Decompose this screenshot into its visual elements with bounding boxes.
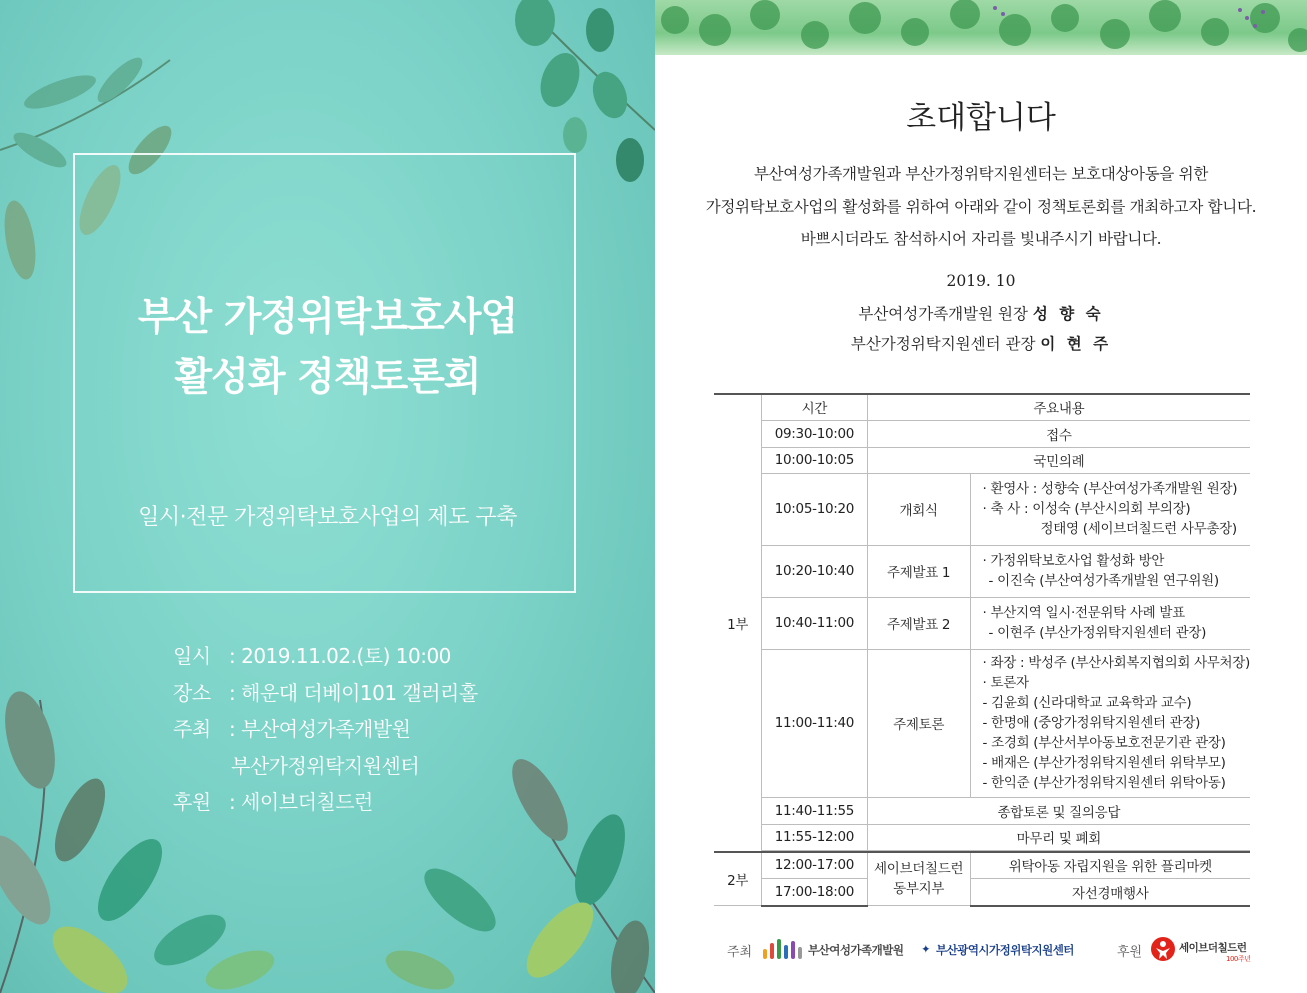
info-value: 세이브더칠드런 — [241, 790, 373, 814]
signature-org: 부산가정위탁지원센터 관장 — [850, 335, 1036, 353]
detail-line: · 가정위탁보호사업 활성화 방안 — [982, 553, 1165, 569]
detail-line: - 배재은 (부산가정위탁지원센터 위탁부모) — [982, 755, 1226, 771]
detail-line: - 김윤희 (신라대학교 교육학과 교수) — [982, 695, 1192, 711]
info-host — [173, 713, 411, 742]
info-value: 2019.11.02.(토) 10:00 — [241, 644, 451, 668]
row-content: 접수 — [867, 420, 1250, 447]
row-time: 11:40-11:55 — [762, 797, 867, 824]
invitation-paragraph-line3: 바쁘시더라도 참석하시어 자리를 빛내주시기 바랍니다. — [800, 230, 1162, 248]
table-row — [714, 852, 1250, 879]
info-key: 후원 — [173, 790, 211, 814]
info-date — [173, 640, 451, 669]
detail-line: 정태영 (세이브더칠드런 사무총장) — [1040, 521, 1237, 537]
signature-name: 이 현 주 — [1040, 335, 1112, 353]
info-value: 부산가정위탁지원센터 — [231, 754, 420, 778]
busan-logo-icon: ✦ — [921, 942, 931, 956]
detail-line: - 이진숙 (부산여성가족개발원 연구위원) — [988, 573, 1219, 589]
info-venue — [173, 677, 478, 706]
detail-line: - 조경희 (부산서부아동보호전문기관 관장) — [982, 735, 1226, 751]
signature-name: 성 향 숙 — [1032, 305, 1104, 323]
cover-title-line1: 부산 가정위탁보호사업 — [137, 295, 518, 340]
signature-1 — [655, 302, 1307, 324]
row-details — [970, 649, 1250, 797]
row-category: 주제발표 2 — [867, 597, 970, 649]
info-key: 일시 — [173, 644, 211, 668]
part1-label: 1부 — [714, 394, 762, 852]
row-time: 11:00-11:40 — [762, 649, 867, 797]
row-content: 자선경매행사 — [970, 879, 1250, 906]
table-row — [714, 824, 1250, 850]
invitation-paragraph-line2: 가정위탁보호사업의 활성화를 위하여 아래와 같이 정책토론회를 개최하고자 합니다. — [705, 198, 1257, 216]
detail-line: - 한명애 (중앙가정위탁지원센터 관장) — [982, 715, 1201, 731]
row-category: 주제발표 1 — [867, 545, 970, 597]
info-key: 주최 — [173, 717, 211, 741]
detail-line: - 한익준 (부산가정위탁지원센터 위탁아동) — [982, 775, 1226, 791]
detail-line: · 부산지역 일시·전문위탁 사례 발표 — [982, 605, 1185, 621]
info-key: 장소 — [173, 681, 211, 705]
detail-line: · 환영사 : 성향숙 (부산여성가족개발원 원장) — [982, 481, 1238, 497]
host-logo1: 부산여성가족개발원 — [808, 943, 904, 957]
row-time: 12:00-17:00 — [762, 852, 867, 879]
table-row — [714, 473, 1250, 545]
info-value: 부산여성가족개발원 — [241, 717, 411, 741]
row-time: 09:30-10:00 — [762, 420, 867, 447]
row-content: 국민의례 — [867, 447, 1250, 473]
clover-banner — [655, 0, 1307, 55]
row-content: 마무리 및 폐회 — [867, 824, 1250, 850]
invitation-paragraph-line1: 부산여성가족개발원과 부산가정위탁지원센터는 보호대상아동을 위한 — [753, 165, 1209, 183]
sponsor-label: 후원 — [1117, 945, 1143, 960]
row-details — [970, 597, 1250, 649]
save-the-children-logo-icon — [1150, 935, 1176, 963]
row-details — [970, 545, 1250, 597]
table-row — [714, 649, 1250, 797]
row-content: 위탁아동 자립지원을 위한 플리마켓 — [970, 852, 1250, 879]
table-row — [714, 420, 1250, 447]
row-time: 11:55-12:00 — [762, 824, 867, 850]
table-row — [714, 879, 1250, 906]
row-content: 종합토론 및 질의응답 — [867, 797, 1250, 824]
detail-line: - 이현주 (부산가정위탁지원센터 관장) — [988, 625, 1207, 641]
row-details — [970, 473, 1250, 545]
table-header-row — [714, 394, 1250, 420]
clover-illustration — [655, 0, 1307, 55]
row-category: 개회식 — [867, 473, 970, 545]
row-time: 10:00-10:05 — [762, 447, 867, 473]
detail-line: · 축 사 : 이성숙 (부산시의회 부의장) — [982, 501, 1191, 517]
table-row — [714, 597, 1250, 649]
host-label: 주최 — [727, 945, 753, 960]
cover-subtitle: 일시·전문 가정위탁보호사업의 제도 구축 — [138, 505, 517, 530]
part2-label: 2부 — [714, 852, 762, 906]
row-category: 세이브더칠드런 동부지부 — [867, 852, 970, 906]
signature-2 — [655, 332, 1307, 354]
table-row — [714, 545, 1250, 597]
info-sep: : — [229, 681, 242, 705]
info-sep: : — [229, 790, 242, 814]
invitation-title: 초대합니다 — [906, 100, 1056, 136]
footer-logos — [655, 935, 1307, 965]
invitation-panel — [655, 0, 1307, 993]
sponsor-logo: 세이브더칠드런 — [1179, 942, 1247, 954]
header-time: 시간 — [762, 394, 867, 420]
row-time: 10:05-10:20 — [762, 473, 867, 545]
info-value: 해운대 더베이101 갤러리홀 — [241, 681, 478, 705]
detail-line: · 좌장 : 박성주 (부산사회복지협의회 사무처장) — [982, 655, 1250, 671]
info-sep: : — [229, 644, 242, 668]
host-logo2: 부산광역시가정위탁지원센터 — [936, 943, 1074, 957]
sponsor-sub: 100주년 — [1226, 955, 1251, 963]
row-time: 17:00-18:00 — [762, 879, 867, 906]
info-sponsor — [173, 786, 373, 815]
detail-line: · 토론자 — [982, 675, 1029, 691]
row-time: 10:20-10:40 — [762, 545, 867, 597]
bwi-logo-icon — [763, 939, 803, 959]
info-sep: : — [229, 717, 242, 741]
signature-org: 부산여성가족개발원 원장 — [858, 305, 1028, 323]
header-content: 주요내용 — [867, 394, 1250, 420]
table-row — [714, 797, 1250, 824]
invitation-date: 2019. 10 — [946, 272, 1016, 290]
cover-title-line2: 활성화 정책토론회 — [174, 355, 481, 400]
table-row — [714, 447, 1250, 473]
row-category: 주제토론 — [867, 649, 970, 797]
info-host2 — [231, 750, 419, 779]
schedule-table — [714, 393, 1250, 907]
row-time: 10:40-11:00 — [762, 597, 867, 649]
